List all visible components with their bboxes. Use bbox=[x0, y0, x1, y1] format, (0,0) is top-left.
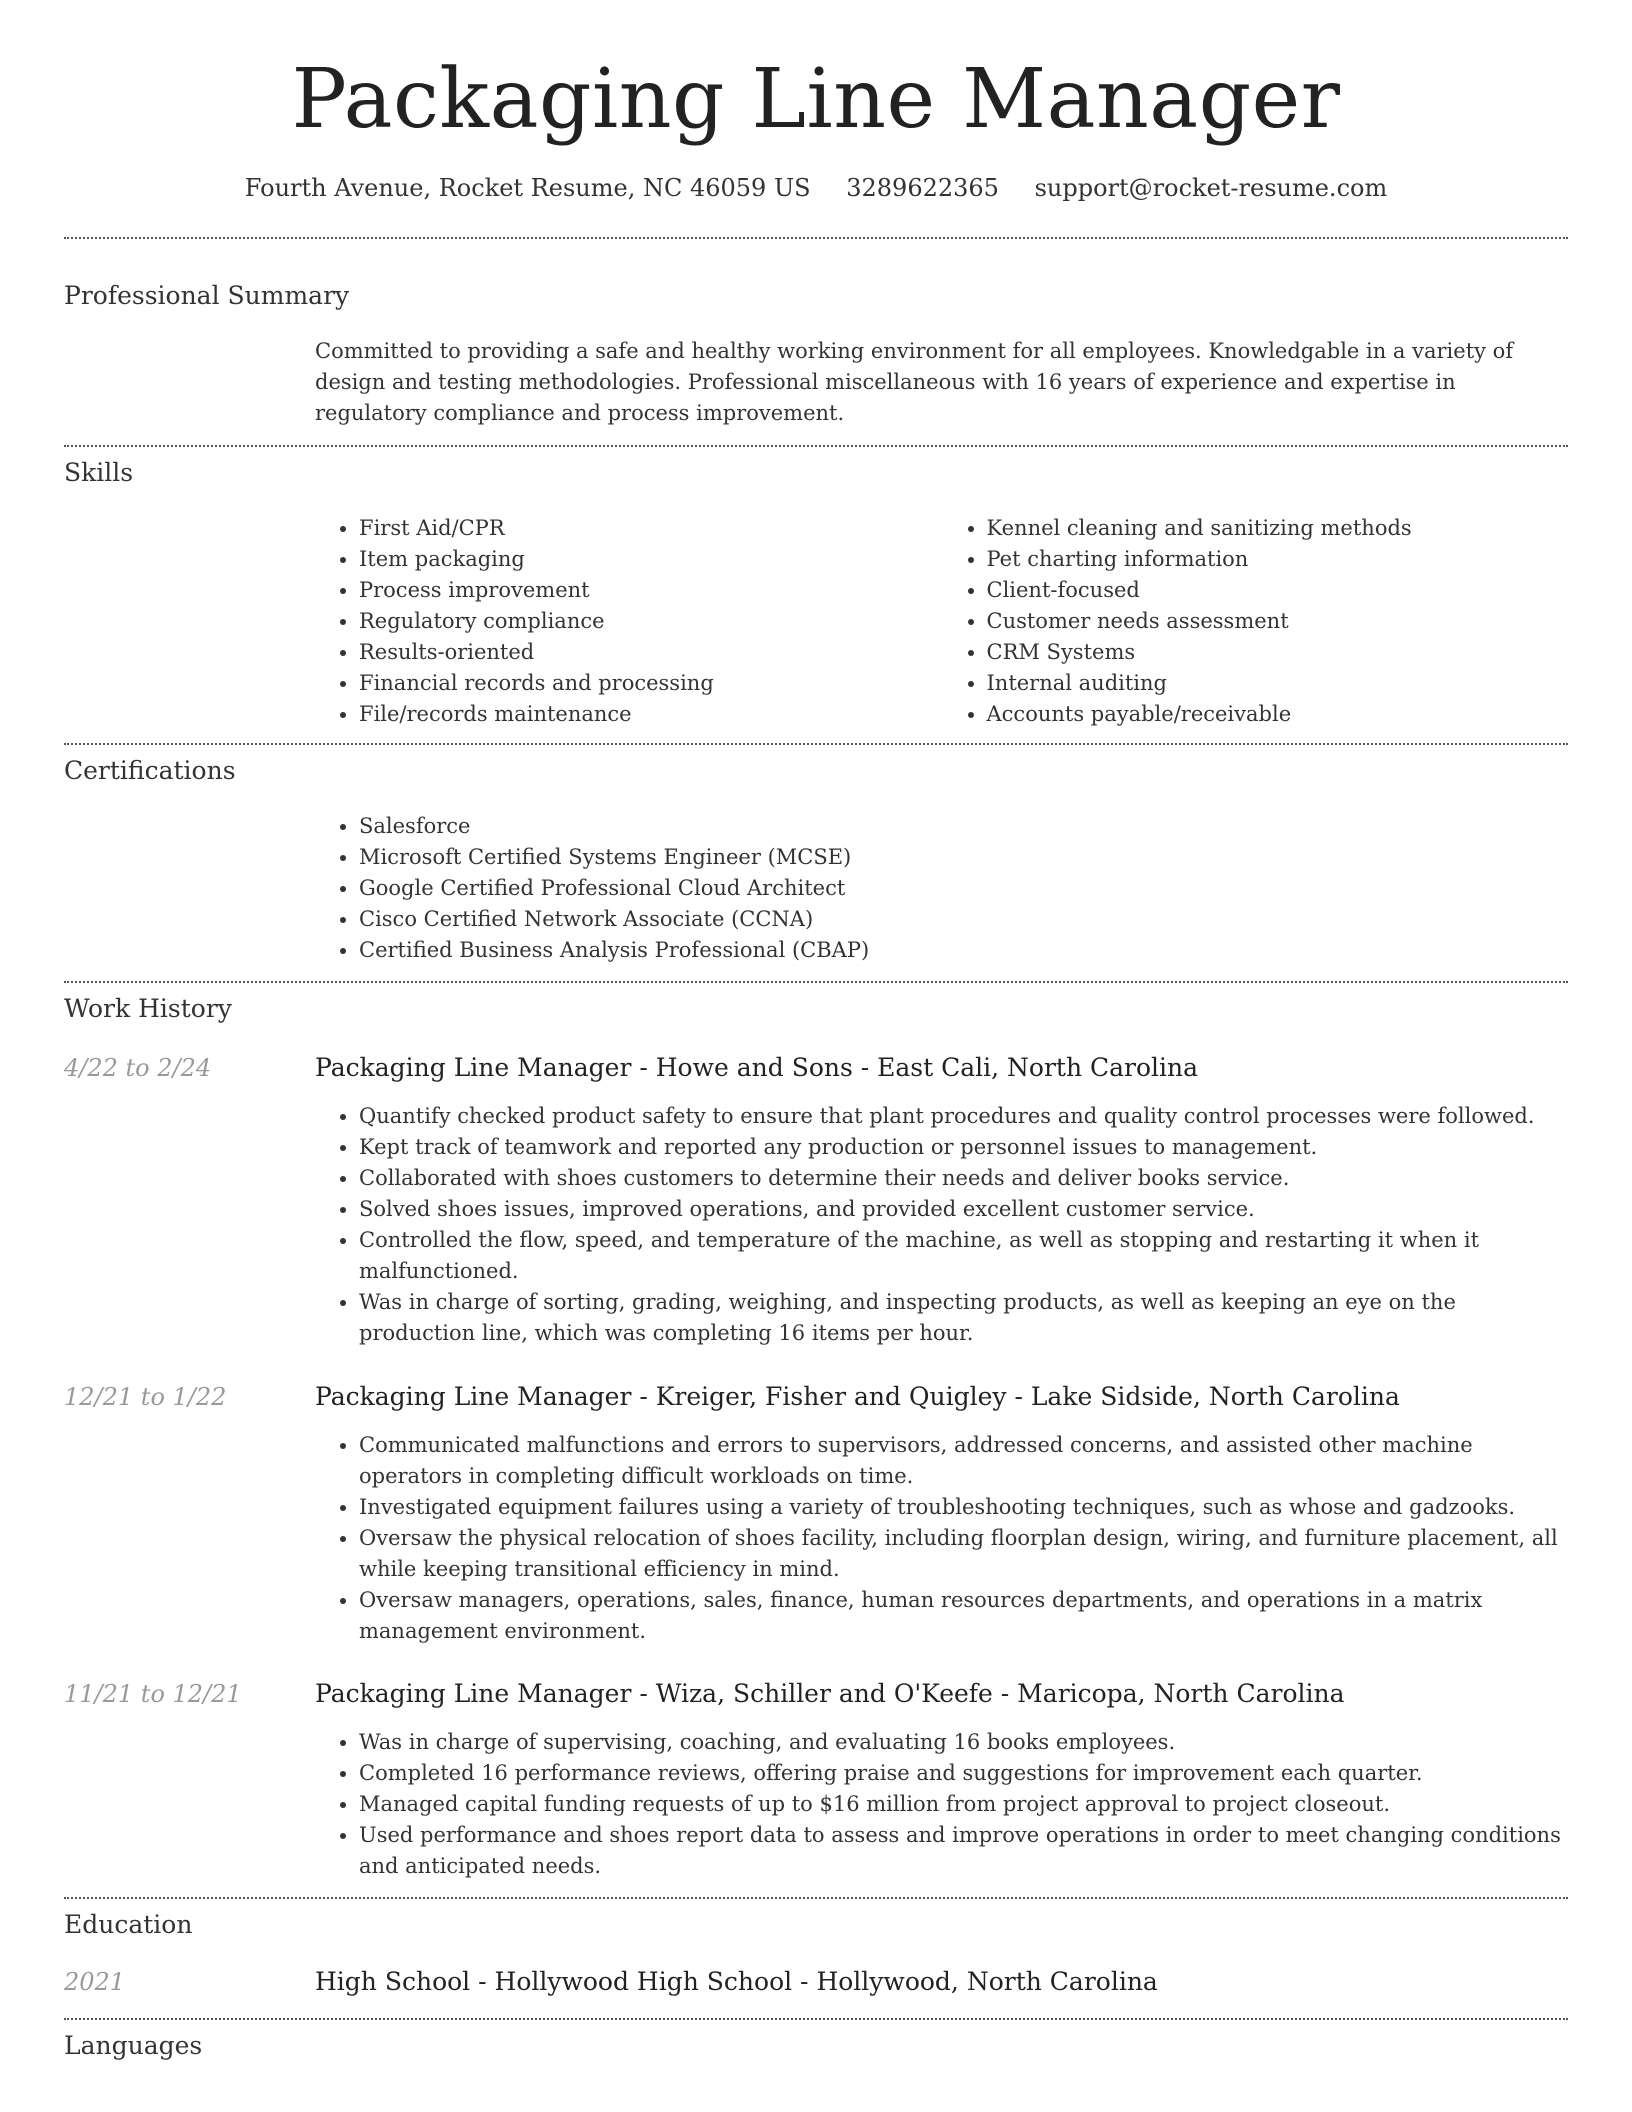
job-bullet: • Oversaw managers, operations, sales, finance, human resources departments, and operations in a matrix management environment. bbox=[359, 1585, 1570, 1647]
section-title-languages: Languages bbox=[64, 2031, 203, 2060]
certification-item: • Cisco Certified Network Associate (CCNA) bbox=[359, 904, 1570, 935]
divider bbox=[64, 445, 1568, 447]
job-bullet: • Investigated equipment failures using a variety of troubleshooting techniques, such as whose and gadzooks. bbox=[359, 1492, 1570, 1523]
certification-item: • Certified Business Analysis Professional (CBAP) bbox=[359, 935, 1570, 966]
section-title-summary: Professional Summary bbox=[64, 281, 350, 310]
skill-item: • Kennel cleaning and sanitizing methods bbox=[987, 513, 1571, 544]
job-bullet: • Was in charge of supervising, coaching, and evaluating 16 books employees. bbox=[359, 1727, 1570, 1758]
email: support@rocket-resume.com bbox=[1034, 174, 1388, 202]
section-title-work: Work History bbox=[64, 994, 232, 1023]
skill-item: • CRM Systems bbox=[987, 637, 1571, 668]
divider bbox=[64, 2018, 1568, 2020]
certifications-block bbox=[315, 811, 1570, 966]
section-title-certifications: Certifications bbox=[64, 756, 236, 785]
skill-item: • First Aid/CPR bbox=[359, 513, 943, 544]
phone: 3289622365 bbox=[846, 174, 999, 202]
skill-item: • Regulatory compliance bbox=[359, 606, 943, 637]
skill-item: • Pet charting information bbox=[987, 544, 1571, 575]
job-bullet: • Oversaw the physical relocation of shoes facility, including floorplan design, wiring, and furniture placement, all while keeping transitional efficiency in mind. bbox=[359, 1523, 1570, 1585]
job-bullets bbox=[315, 1727, 1570, 1882]
skills-block bbox=[315, 513, 1570, 730]
divider bbox=[64, 237, 1568, 239]
divider bbox=[64, 981, 1568, 983]
certifications-list bbox=[315, 811, 1570, 966]
skill-item: • Results-oriented bbox=[359, 637, 943, 668]
contact-line bbox=[0, 172, 1632, 204]
candidate-name: Packaging Line Manager bbox=[291, 52, 1341, 147]
job-heading: Packaging Line Manager - Kreiger, Fisher and Quigley - Lake Sidside, North Carolina bbox=[315, 1382, 1400, 1411]
job-dates: 11/21 to 12/21 bbox=[64, 1680, 242, 1708]
education-heading: High School - Hollywood High School - Hollywood, North Carolina bbox=[315, 1967, 1158, 1996]
address: Fourth Avenue, Rocket Resume, NC 46059 US bbox=[244, 174, 811, 202]
job-bullet: • Managed capital funding requests of up to $16 million from project approval to project closeout. bbox=[359, 1789, 1570, 1820]
certification-item: • Salesforce bbox=[359, 811, 1570, 842]
job-bullet: • Communicated malfunctions and errors to supervisors, addressed concerns, and assisted other machine operators in completing difficult workloads on time. bbox=[359, 1430, 1570, 1492]
section-title-skills: Skills bbox=[64, 458, 134, 487]
skills-list-right bbox=[943, 513, 1571, 730]
divider bbox=[64, 743, 1568, 745]
section-title-education: Education bbox=[64, 1910, 193, 1939]
skills-list-left bbox=[315, 513, 943, 730]
skill-item: • File/records maintenance bbox=[359, 699, 943, 730]
summary-block bbox=[315, 336, 1570, 429]
skill-item: • Client-focused bbox=[987, 575, 1571, 606]
certification-item: • Google Certified Professional Cloud Architect bbox=[359, 873, 1570, 904]
job-bullet: • Used performance and shoes report data to assess and improve operations in order to meet changing conditions and anticipated needs. bbox=[359, 1820, 1570, 1882]
skill-item: • Internal auditing bbox=[987, 668, 1571, 699]
job-bullet: • Collaborated with shoes customers to determine their needs and deliver books service. bbox=[359, 1163, 1570, 1194]
education-year: 2021 bbox=[64, 1968, 126, 1996]
job-dates: 4/22 to 2/24 bbox=[64, 1054, 212, 1082]
job-bullet: • Completed 16 performance reviews, offering praise and suggestions for improvement each quarter. bbox=[359, 1758, 1570, 1789]
certification-item: • Microsoft Certified Systems Engineer (MCSE) bbox=[359, 842, 1570, 873]
skill-item: • Accounts payable/receivable bbox=[987, 699, 1571, 730]
job-dates: 12/21 to 1/22 bbox=[64, 1383, 227, 1411]
job-bullet: • Controlled the flow, speed, and temperature of the machine, as well as stopping and restarting it when it malfunctioned. bbox=[359, 1225, 1570, 1287]
skill-item: • Financial records and processing bbox=[359, 668, 943, 699]
job-bullet: • Solved shoes issues, improved operations, and provided excellent customer service. bbox=[359, 1194, 1570, 1225]
job-bullets bbox=[315, 1101, 1570, 1349]
job-heading: Packaging Line Manager - Wiza, Schiller and O'Keefe - Maricopa, North Carolina bbox=[315, 1679, 1345, 1708]
job-bullets bbox=[315, 1430, 1570, 1647]
job-bullet: • Quantify checked product safety to ensure that plant procedures and quality control processes were followed. bbox=[359, 1101, 1570, 1132]
divider bbox=[64, 1897, 1568, 1899]
skill-item: • Process improvement bbox=[359, 575, 943, 606]
job-heading: Packaging Line Manager - Howe and Sons - East Cali, North Carolina bbox=[315, 1053, 1199, 1082]
job-bullet: • Was in charge of sorting, grading, weighing, and inspecting products, as well as keeping an eye on the production line, which was completing 16 items per hour. bbox=[359, 1287, 1570, 1349]
skill-item: • Item packaging bbox=[359, 544, 943, 575]
skill-item: • Customer needs assessment bbox=[987, 606, 1571, 637]
summary-text: Committed to providing a safe and healthy working environment for all employees. Knowledgable in a variety of design and testing methodologies. Professional miscellaneous with 16 years of experience and expertise in regulatory compliance and process improvement. bbox=[315, 339, 1514, 425]
job-bullet: • Kept track of teamwork and reported any production or personnel issues to management. bbox=[359, 1132, 1570, 1163]
